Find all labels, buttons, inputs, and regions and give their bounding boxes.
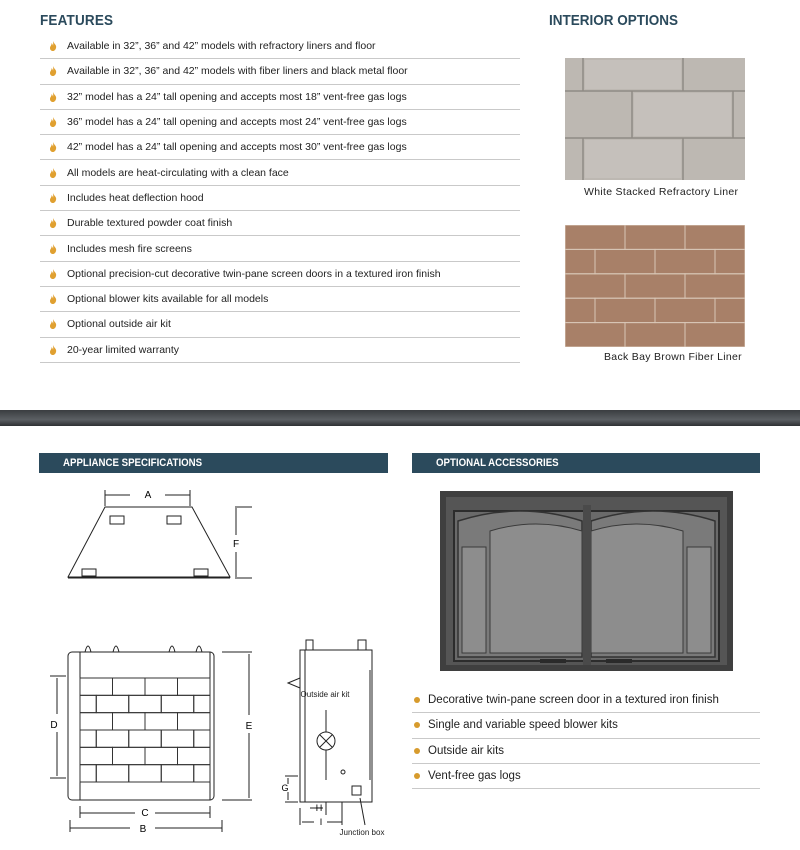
dim-label-f: F [232,539,240,550]
dim-label-g: G [281,783,289,793]
bullet-dot-icon [414,697,420,703]
accessory-text: Vent-free gas logs [428,770,521,783]
dim-label-h: H [315,803,323,813]
appliance-specifications-header: APPLIANCE SPECIFICATIONS [39,453,388,473]
flame-icon [46,345,60,355]
dim-label-b: B [139,824,147,835]
brown-liner-caption: Back Bay Brown Fiber Liner [604,351,742,363]
feature-text: 32” model has a 24” tall opening and accepts most 18” vent-free gas logs [67,90,407,103]
outside-air-kit-label: Outside air kit [300,690,350,699]
feature-item [40,236,520,261]
dim-label-a: A [144,490,152,501]
optional-accessories-header: OPTIONAL ACCESSORIES [412,453,760,473]
accessory-text: Single and variable speed blower kits [428,719,618,732]
white-refractory-liner-image [565,58,745,180]
accessory-item [412,713,760,738]
feature-text: Available in 32”, 36” and 42” models with fiber liners and black metal floor [67,65,408,78]
feature-text: 20-year limited warranty [67,343,180,356]
accessory-item [412,688,760,713]
feature-text: Optional blower kits available for all models [67,293,269,306]
screen-door-image [440,491,733,671]
feature-item [40,287,520,312]
feature-item [40,262,520,287]
flame-icon [46,41,60,51]
white-liner-caption: White Stacked Refractory Liner [584,186,739,198]
white-liner-bricks [565,58,745,180]
flame-icon [46,193,60,203]
feature-text: 42” model has a 24” tall opening and accepts most 30” vent-free gas logs [67,141,407,154]
brown-liner-bricks [565,225,745,347]
junction-box-label: Junction box [339,828,385,837]
flame-icon [46,117,60,127]
interior-options-heading: INTERIOR OPTIONS [549,12,679,29]
flame-icon [46,269,60,279]
feature-text: Optional outside air kit [67,318,171,331]
feature-text: Available in 32”, 36” and 42” models with refractory liners and floor [67,40,376,53]
bullet-dot-icon [414,748,420,754]
feature-item [40,312,520,337]
feature-text: Durable textured powder coat finish [67,217,233,230]
feature-item [40,211,520,236]
feature-text: All models are heat-circulating with a clean face [67,166,289,179]
feature-text: Includes heat deflection hood [67,191,204,204]
flame-icon [46,92,60,102]
flame-icon [46,142,60,152]
flame-icon [46,168,60,178]
flame-icon [46,66,60,76]
feature-text: Includes mesh fire screens [67,242,192,255]
dim-label-c: C [141,808,149,819]
accessory-text: Outside air kits [428,744,505,757]
appliance-spec-diagram [30,480,410,850]
accessory-text: Decorative twin-pane screen door in a textured iron finish [428,694,719,707]
dim-label-e: E [245,721,253,732]
back-bay-brown-liner-image [565,225,745,347]
flame-icon [46,244,60,254]
feature-item [40,85,520,110]
accessory-item [412,764,760,789]
feature-item [40,160,520,185]
section-divider [0,410,800,426]
accessories-list [412,688,760,789]
feature-item [40,59,520,84]
feature-item [40,34,520,59]
feature-text: Optional precision-cut decorative twin-pane screen doors in a textured iron finish [67,267,441,280]
features-heading: FEATURES [40,12,114,29]
features-list [40,34,520,363]
flame-icon [46,294,60,304]
dim-label-d: D [50,720,58,731]
feature-text: 36” model has a 24” tall opening and accepts most 24” vent-free gas logs [67,116,407,129]
feature-item [40,338,520,363]
accessory-item [412,739,760,764]
feature-item [40,110,520,135]
flame-icon [46,218,60,228]
feature-item [40,186,520,211]
dim-label-i: I [319,817,323,827]
flame-icon [46,319,60,329]
bullet-dot-icon [414,773,420,779]
twin-pane-screen-door [440,491,733,671]
feature-item [40,135,520,160]
bullet-dot-icon [414,722,420,728]
